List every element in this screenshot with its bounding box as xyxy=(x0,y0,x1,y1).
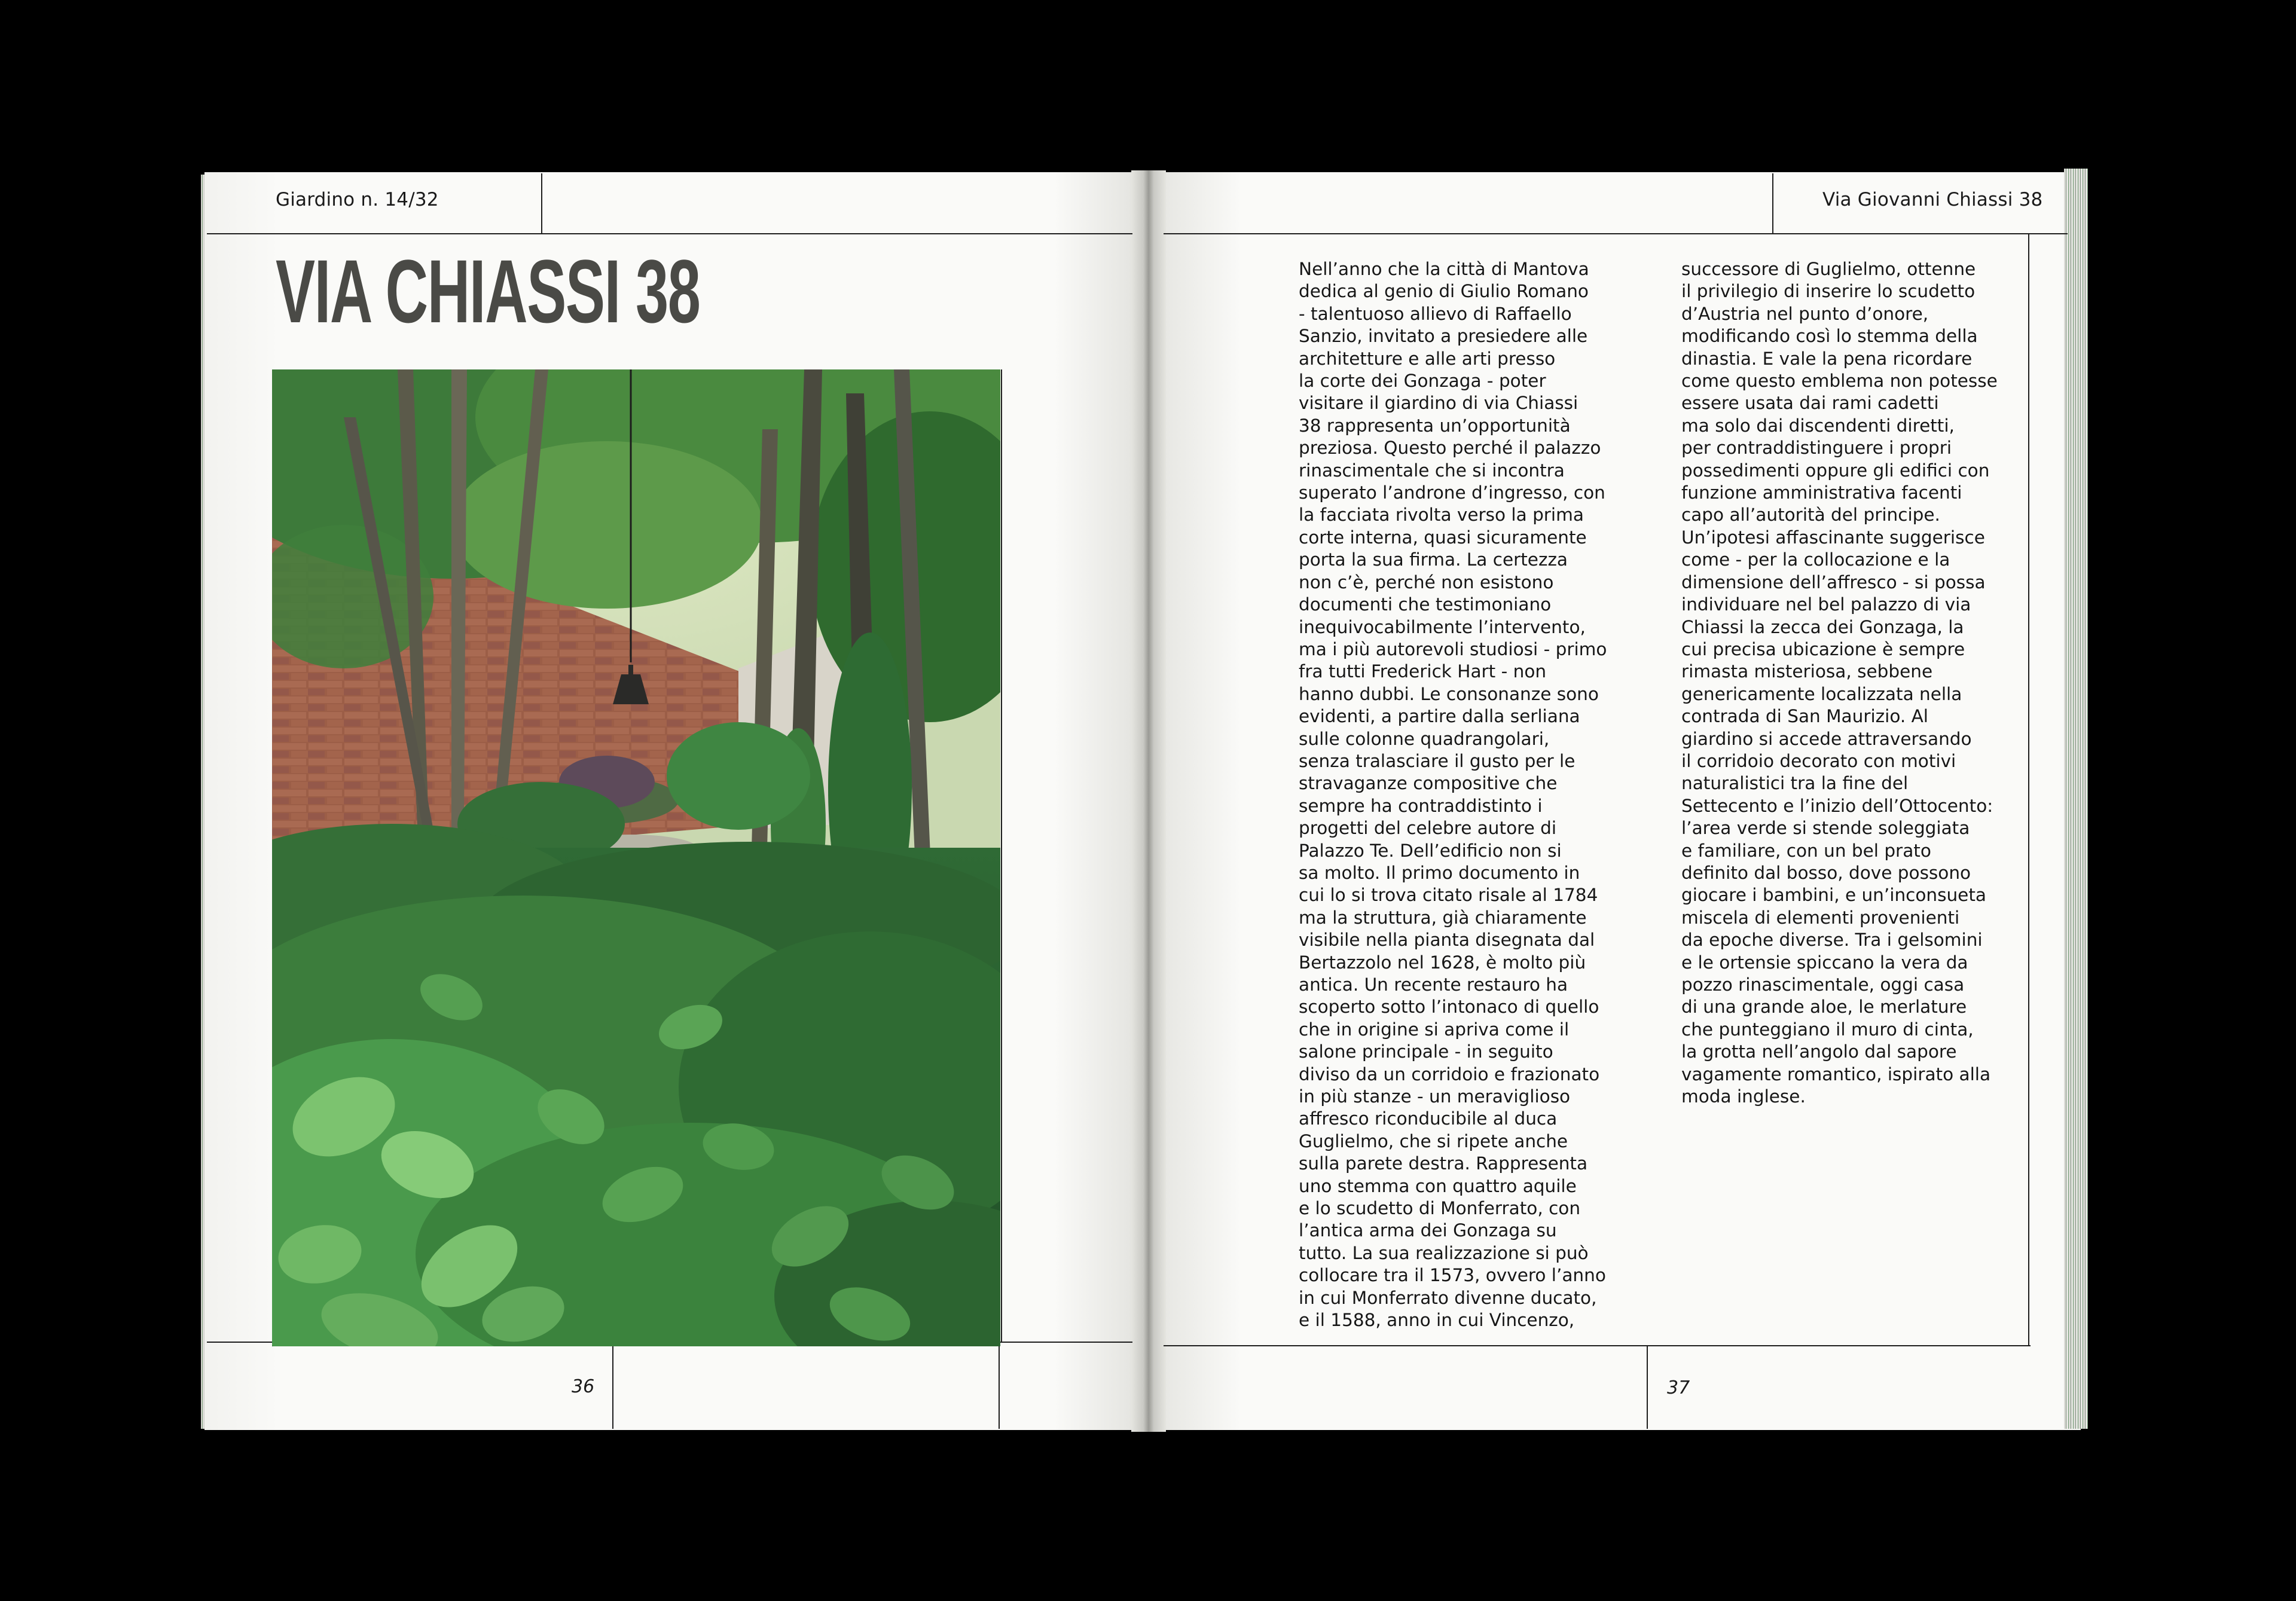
text-line: Un’ipotesi affascinante suggerisce xyxy=(1681,527,1985,548)
text-line: individuare nel bel palazzo di via xyxy=(1681,594,1971,615)
text-line: la grotta nell’angolo dal sapore xyxy=(1681,1041,1957,1062)
right-footer-divider xyxy=(1647,1345,1648,1429)
right-margin-rule xyxy=(2028,233,2029,1345)
text-line: Palazzo Te. Dell’edificio non si xyxy=(1299,840,1562,861)
text-line: possedimenti oppure gli edifici con xyxy=(1681,460,1990,481)
text-line: pozzo rinascimentale, oggi casa xyxy=(1681,974,1965,995)
right-header-rule xyxy=(1164,233,2068,234)
text-line: e familiare, con un bel prato xyxy=(1681,840,1931,861)
text-line: dinastia. E vale la pena ricordare xyxy=(1681,348,1973,369)
text-line: successore di Guglielmo, ottenne xyxy=(1681,259,1976,279)
left-footer-divider-1 xyxy=(612,1342,613,1429)
right-page-edge xyxy=(2064,169,2088,1429)
text-line: antica. Un recente restauro ha xyxy=(1299,974,1568,995)
text-line: Nell’anno che la città di Mantova xyxy=(1299,259,1589,279)
text-line: fra tutti Frederick Hart - non xyxy=(1299,661,1547,682)
text-line: scoperto sotto l’intonaco di quello xyxy=(1299,997,1599,1018)
text-line: documenti che testimoniano xyxy=(1299,594,1552,615)
text-line: dedica al genio di Giulio Romano xyxy=(1299,281,1589,302)
text-line: ma i più autorevoli studiosi - primo xyxy=(1299,638,1607,659)
text-line: sulle colonne quadrangolari, xyxy=(1299,728,1550,749)
text-line: hanno dubbi. Le consonanze sono xyxy=(1299,683,1599,704)
text-line: tutto. La sua realizzazione si può xyxy=(1299,1242,1589,1263)
text-line: e le ortensie spiccano la vera da xyxy=(1681,952,1968,973)
text-line: cui lo si trova citato risale al 1784 xyxy=(1299,885,1598,906)
text-line: il privilegio di inserire lo scudetto xyxy=(1681,281,1976,302)
text-line: essere usata dai rami cadetti xyxy=(1681,393,1939,414)
text-line: 38 rappresenta un’opportunità xyxy=(1299,415,1571,436)
text-line: visitare il giardino di via Chiassi xyxy=(1299,393,1578,414)
text-line: giardino si accede attraversando xyxy=(1681,728,1972,749)
text-line: sulla parete destra. Rappresenta xyxy=(1299,1153,1588,1174)
text-line: non c’è, perché non esistono xyxy=(1299,572,1554,592)
text-line: come - per la collocazione e la xyxy=(1681,549,1950,570)
text-line: e il 1588, anno in cui Vincenzo, xyxy=(1299,1310,1575,1331)
text-line: la corte dei Gonzaga - poter xyxy=(1299,371,1546,392)
text-line: contrada di San Maurizio. Al xyxy=(1681,706,1928,727)
right-running-header: Via Giovanni Chiassi 38 xyxy=(1822,189,2043,210)
text-line: stravaganze compositive che xyxy=(1299,773,1558,794)
body-text-column-2 xyxy=(1681,258,2016,1108)
text-line: l’antica arma dei Gonzaga su xyxy=(1299,1220,1557,1241)
text-line: in cui Monferrato divenne ducato, xyxy=(1299,1287,1597,1308)
right-footer-rule xyxy=(1164,1345,2031,1346)
text-line: per contraddistinguere i propri xyxy=(1681,438,1952,459)
text-line: Sanzio, invitato a presiedere alle xyxy=(1299,326,1588,347)
text-line: senza tralasciare il gusto per le xyxy=(1299,750,1576,771)
text-line: che in origine si apriva come il xyxy=(1299,1019,1570,1040)
book-gutter xyxy=(1131,170,1166,1432)
text-line: genericamente localizzata nella xyxy=(1681,683,1962,704)
text-line: definito dal bosso, dove possono xyxy=(1681,862,1971,883)
left-page-number: 36 xyxy=(572,1376,595,1397)
text-line: collocare tra il 1573, ovvero l’anno xyxy=(1299,1265,1606,1286)
right-header-divider xyxy=(1772,173,1773,234)
text-line: ma solo dai discendenti diretti, xyxy=(1681,415,1955,436)
text-line: evidenti, a partire dalla serliana xyxy=(1299,706,1580,727)
text-line: sa molto. Il primo documento in xyxy=(1299,862,1580,883)
text-line: di una grande aloe, le merlature xyxy=(1681,997,1967,1018)
text-line: architetture e alle arti presso xyxy=(1299,348,1556,369)
text-line: vagamente romantico, ispirato alla xyxy=(1681,1064,1991,1084)
page-title: VIA CHIASSI 38 xyxy=(276,241,700,341)
text-line: miscela di elementi provenienti xyxy=(1681,907,1960,928)
left-header-divider xyxy=(541,173,542,234)
left-photo-edge-rule xyxy=(1001,369,1002,1343)
right-page-number: 37 xyxy=(1667,1377,1690,1398)
text-line: Bertazzolo nel 1628, è molto più xyxy=(1299,952,1586,973)
text-line: sempre ha contraddistinto i xyxy=(1299,795,1543,816)
text-line: il corridoio decorato con motivi xyxy=(1681,750,1956,771)
garden-photo xyxy=(272,369,1000,1346)
text-line: superato l’androne d’ingresso, con xyxy=(1299,482,1605,503)
body-text-column-1 xyxy=(1299,258,1634,1332)
text-line: giocare i bambini, e un’inconsueta xyxy=(1681,885,1986,906)
text-line: rinascimentale che si incontra xyxy=(1299,460,1565,481)
text-line: corte interna, quasi sicuramente xyxy=(1299,527,1587,548)
text-line: la facciata rivolta verso la prima xyxy=(1299,505,1584,525)
text-line: salone principale - in seguito xyxy=(1299,1041,1553,1062)
text-line: ma la struttura, già chiaramente xyxy=(1299,907,1587,928)
text-line: modificando così lo stemma della xyxy=(1681,326,1978,347)
text-line: Settecento e l’inizio dell’Ottocento: xyxy=(1681,795,1993,816)
text-line: che punteggiano il muro di cinta, xyxy=(1681,1019,1974,1040)
text-line: uno stemma con quattro aquile xyxy=(1299,1175,1577,1196)
text-line: rimasta misteriosa, sebbene xyxy=(1681,661,1933,682)
text-line: preziosa. Questo perché il palazzo xyxy=(1299,438,1601,459)
text-line: affresco riconducibile al duca xyxy=(1299,1108,1558,1129)
left-header-rule xyxy=(207,233,1132,234)
text-line: visibile nella pianta disegnata dal xyxy=(1299,930,1595,951)
text-line: in più stanze - un meraviglioso xyxy=(1299,1086,1571,1107)
text-line: inequivocabilmente l’intervento, xyxy=(1299,616,1586,637)
text-line: come questo emblema non potesse xyxy=(1681,371,1998,392)
text-line: - talentuoso allievo di Raffaello xyxy=(1299,303,1572,324)
text-line: Chiassi la zecca dei Gonzaga, la xyxy=(1681,616,1964,637)
text-line: l’area verde si stende soleggiata xyxy=(1681,818,1970,839)
text-line: naturalistici tra la fine del xyxy=(1681,773,1909,794)
text-line: e lo scudetto di Monferrato, con xyxy=(1299,1198,1581,1219)
text-line: cui precisa ubicazione è sempre xyxy=(1681,638,1965,659)
text-line: dimensione dell’affresco - si possa xyxy=(1681,572,1986,592)
text-line: porta la sua firma. La certezza xyxy=(1299,549,1568,570)
text-line: da epoche diverse. Tra i gelsomini xyxy=(1681,930,1983,951)
text-line: funzione amministrativa facenti xyxy=(1681,482,1962,503)
text-line: diviso da un corridoio e frazionato xyxy=(1299,1064,1600,1084)
text-line: Guglielmo, che si ripete anche xyxy=(1299,1131,1568,1151)
left-footer-divider-2 xyxy=(999,1342,1000,1429)
left-running-header: Giardino n. 14/32 xyxy=(276,189,439,210)
text-line: moda inglese. xyxy=(1681,1086,1806,1107)
text-line: progetti del celebre autore di xyxy=(1299,818,1557,839)
text-line: capo all’autorità del principe. xyxy=(1681,505,1940,525)
text-line: d’Austria nel punto d’onore, xyxy=(1681,303,1929,324)
